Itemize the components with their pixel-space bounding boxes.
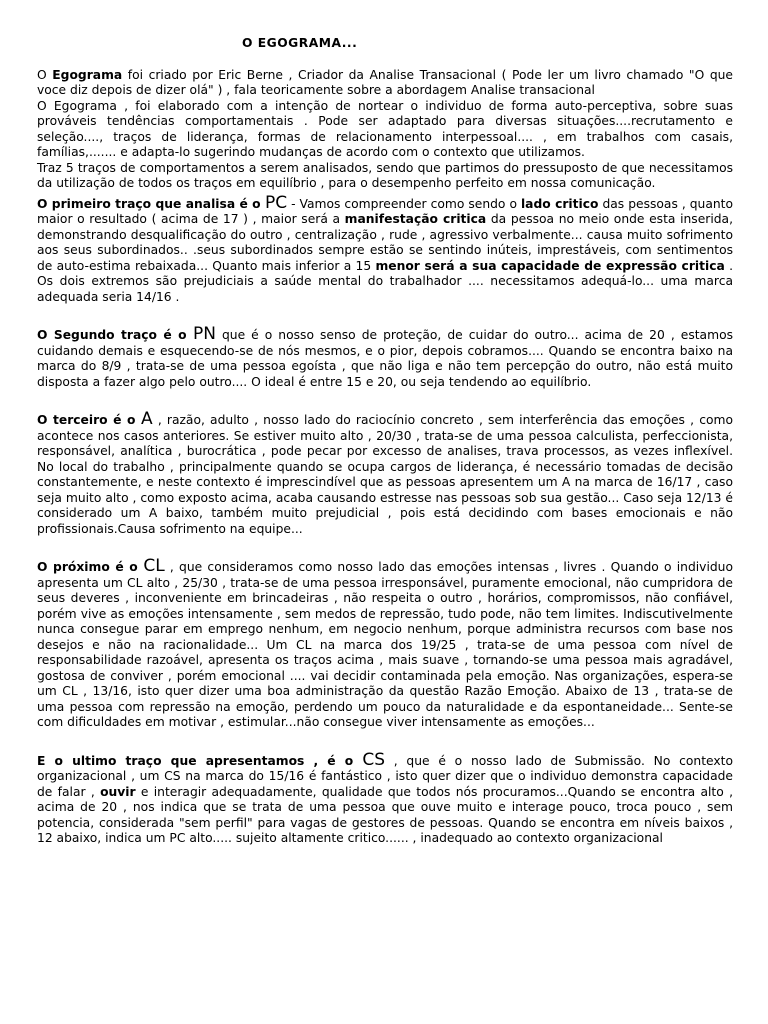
- pn-code: PN: [192, 324, 216, 344]
- intro-paragraph-2: O Egograma , foi elaborado com a intenção de nortear o individuo de forma auto-perceptiva, sobre suas prováveis tendências comportamentais . Pode ser adaptado para diversas situações....recrutamento e seleção...., traços de liderança, formas de relacionamento interpessoal.... , em trabalhos com casais, famílias,....... e adapta-lo sugerindo mudanças de acordo com o contexto que utilizamos.: [37, 98, 733, 159]
- pc-lead: O primeiro traço que analisa é o: [37, 196, 265, 211]
- cs-code: CS: [362, 749, 386, 770]
- pn-paragraph: [37, 324, 733, 390]
- pn-lead: O Segundo traço é o: [37, 328, 193, 342]
- cl-paragraph: [37, 556, 733, 731]
- document-title: O EGOGRAMA...: [242, 36, 358, 50]
- intro-p1-text: foi criado por Eric Berne , Criador da Analise Transacional ( Pode ler um livro chamado "O que voce diz depois de dizer olá" ) , fala teoricamente sobre a abordagem Analise transacional: [37, 67, 733, 97]
- cl-lead: O próximo é o: [37, 560, 144, 574]
- pc-text-2: das pessoas , quanto maior o resultado ( acima de 17 ) , maior será a: [37, 196, 734, 226]
- pc-bold-2: manifestação critica: [344, 212, 487, 226]
- a-text: , razão, adulto , nosso lado do raciocínio concreto , sem interferência das emoções , como acontece nos casos anteriores. Se estiver muito alto , 20/30 , trata-se de uma pessoa calculista, perfeccionista, responsável, analítica , burocrática , pode pecar por excesso de analises, trava processos, as vezes inflexível. No local do trabalho , principalmente quando se ocupa cargos de liderança, é necessário tomadas de decisão constantemente, e neste contexto é imprescindível que as pessoas apresentem um A na marca de 16/17 , caso seja muito alto , como exposto acima, acaba causando estresse nas pessoas sob sua gestão... Caso seja 12/13 é considerado um A baixo, também muito prejudicial , pois está decidindo com bases emocionais e não profissionais.Causa sofrimento na equipe...: [37, 413, 733, 536]
- pc-paragraph: [37, 192, 734, 306]
- pc-bold-3: menor será a sua capacidade de expressão critica: [375, 258, 725, 273]
- cs-text-2: e interagir adequadamente, qualidade que todos nós procuramos...Quando se encontra alto , acima de 20 , nos indica que se trata de uma pessoa que ouve muito e interage pouco, troca pouco , sem potencia, considerada "sem perfil" para vagas de gestores de pessoas. Quando se encontra em níveis baixos , 12 abaixo, indica um PC alto..... sujeito altamente critico...... , inadequado ao contexto organizacional: [37, 784, 733, 845]
- pc-text-1: - Vamos compreender como sendo o: [287, 196, 521, 211]
- document-body: [37, 36, 733, 847]
- pc-code: PC: [264, 192, 288, 213]
- intro-paragraph-3: Traz 5 traços de comportamentos a serem analisados, sendo que partimos do pressuposto de que necessitamos da utilização de todos os traços em equilíbrio , para o desempenho perfeito em nossa comunicação.: [37, 160, 733, 190]
- cl-code: CL: [143, 556, 165, 576]
- intro-prefix: O: [37, 67, 53, 82]
- a-paragraph: [37, 409, 733, 537]
- cs-lead: E o ultimo traço que apresentamos , é o: [37, 753, 363, 768]
- cs-text-1: , que é o nosso lado de Submissão. No contexto organizacional , um CS na marca do 15/16 é fantástico , isto quer dizer que o individuo demonstra capacidade de falar ,: [37, 753, 734, 799]
- a-code: A: [141, 409, 153, 429]
- pn-text: que é o nosso senso de proteção, de cuidar do outro... acima de 20 , estamos cuidando demais e esquecendo-se de nós mesmos, e o pior, depois cobramos.... Quando se encontra baixo na marca do 8/9 , trata-se de uma pessoa egoísta , que não liga e não tem percepção do outro, não está muito disposta a fazer algo pelo outro.... O ideal é entre 15 e 20, ou seja tendendo ao equilíbrio.: [37, 328, 733, 389]
- pc-text-4: . Os dois extremos são prejudiciais a saúde mental do trabalhador .... necessitamos adequá-lo... uma marca adequada seria 14/16 .: [37, 258, 733, 304]
- cs-bold-1: ouvir: [100, 784, 136, 799]
- a-lead: O terceiro é o: [37, 413, 142, 427]
- pc-text-3: da pessoa no meio onde esta inserida, demonstrando desqualificação do outro , centralização , rude , agressivo verbalmente... causa muito sofrimento aos seus subordinados.. .seus subordinados sempre estão se sentindo inúteis, imprestáveis, com sentimentos de auto-estima rebaixada... Quanto mais inferior a 15: [37, 212, 733, 273]
- pc-bold-1: lado critico: [520, 196, 599, 211]
- intro-paragraph-1: [37, 68, 733, 99]
- egograma-term: Egograma: [52, 67, 123, 82]
- cs-paragraph: [37, 749, 734, 847]
- cl-text: , que consideramos como nosso lado das emoções intensas , livres . Quando o individuo apresenta um CL alto , 25/30 , trata-se de uma pessoa irresponsável, puramente emocional, não cumpridora de seus deveres , inconveniente em brincadeiras , não respeita o outro , horários, compromissos, não confiável, porém vive as emoções intensamente , sem medos de repressão, tudo pode, não tem limites. Indiscutivelmente nunca consegue parar em emprego nenhum, em negocio nenhum, porque administra recursos com base nos desejos e não na racionalidade... Um CL na marca dos 19/25 , trata-se de uma pessoa com nível de responsabilidade razoável, apresenta os traços acima , mais suave , tornando-se uma pessoa mais agradável, gostosa de conviver , porém emocional .... vai decidir contaminada pela emoção. Nas organizações, espera-se um CL , 13/16, isto quer dizer uma boa administração da questão Razão Emoção. Abaixo de 13 , trata-se de uma pessoa com repressão na emoção, perdendo um pouco da naturalidade e da espontaneidade... Sente-se com dificuldades em motivar , estimular...não consegue viver intensamente as emoções...: [37, 560, 733, 729]
